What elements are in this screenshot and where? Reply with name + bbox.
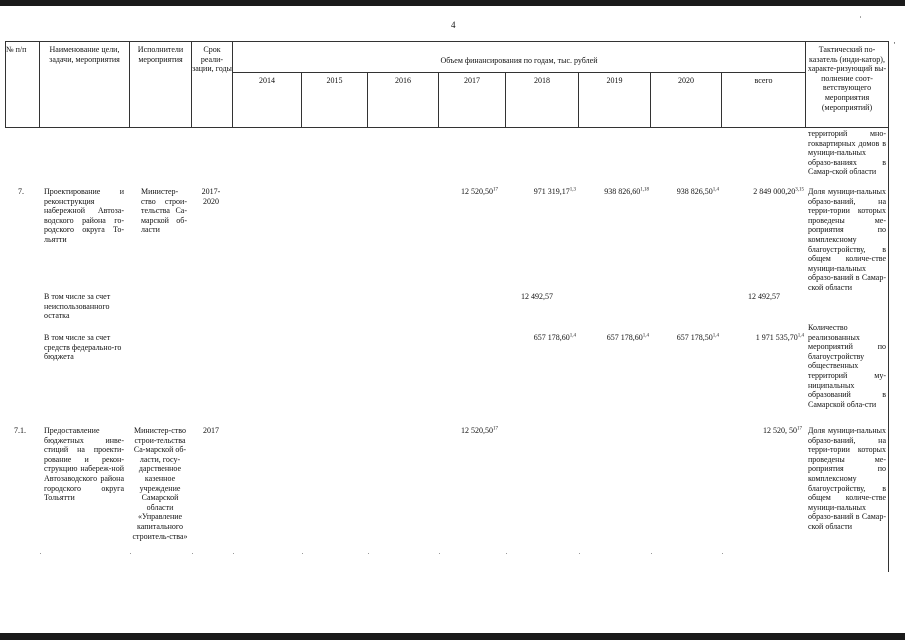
header-name: Наименование цели, задачи, мероприятия (49, 45, 120, 64)
row-term: 2017 (203, 426, 219, 435)
header-financing: Объем финансирования по годам, тыс. рублей (440, 56, 598, 65)
value-2020: 657 178,50$^{1,4}$ (676, 333, 719, 342)
row-executor: Министер-ство строи-тельства Са-марской об-ласти, госу-дарственное казенное учреждение Самарской области «Управление капитального строитель-ства» (132, 426, 188, 541)
bottom-scan-border (0, 633, 905, 640)
top-scan-border (0, 0, 905, 6)
row-name: В том числе за счет средств федерально-го бюджета (44, 333, 122, 362)
value-2018: 971 319,17$^{1,3}$ (533, 187, 576, 196)
row-indicator: Доля муници-пальных образо-ваний, на терри-тории которых проведены ме-роприятия по комплексному благоустройству, в общем количе-стве муници-пальных образо-ваний в Самар-ской области (808, 426, 886, 531)
header-year-2020: 2020 (678, 76, 694, 85)
value-total: 2 849 000,20$^{3,15}$ (753, 187, 804, 196)
scan-dot (579, 553, 580, 554)
row-number: 7. (18, 187, 24, 196)
scan-dot (651, 553, 652, 554)
page-number: 4 (451, 20, 456, 30)
row-executor: Министер-ство строи-тельства Са-марской об-ласти (141, 187, 187, 235)
row-name: В том числе за счет неиспользованного остатка (44, 292, 111, 321)
scan-dot (722, 553, 723, 554)
table-top-line (5, 41, 888, 42)
row-number: 7.1. (14, 426, 26, 435)
value-2017: 12 520,50$^{17}$ (461, 187, 498, 196)
header-year-2014: 2014 (259, 76, 275, 85)
scan-dot (40, 553, 41, 554)
value-2017: 12 520,50$^{17}$ (461, 426, 498, 435)
scan-dot (302, 553, 303, 554)
continuation-indicator: территорий мно-гоквартирных домов в муници-пальных образо-ваниях в Самар-ской области (808, 129, 886, 177)
value-2019: 938 826,60$^{1,18}$ (604, 187, 649, 196)
value-2018: 12 492,57 (521, 292, 553, 301)
years-divider-line (232, 72, 805, 73)
header-number: № п/п (6, 45, 27, 54)
scan-dot (192, 553, 193, 554)
value-2018: 657 178,60$^{1,4}$ (533, 333, 576, 342)
scan-speck: · (893, 38, 896, 48)
header-year-2017: 2017 (464, 76, 480, 85)
row-name: Проектирование и реконструкция набережной Автоза-водского района го-родского округа То-льятти (44, 187, 124, 244)
header-year-2015: 2015 (326, 76, 343, 85)
header-year-2016: 2016 (395, 76, 411, 85)
header-year-2019: 2019 (606, 76, 623, 85)
header-total: всего (754, 76, 773, 85)
row-indicator: Количество реализованных мероприятий по благоустройству общественных территорий му-ниципальных образований в Самарской обла-сти (808, 323, 886, 409)
header-indicator: Тактический по-казатель (инди-катор), характе-ризующий вы-полнение соот-ветствующего мероприятия (мероприятий) (807, 45, 887, 112)
header-term: Срок реали-зации, годы (192, 45, 232, 74)
scan-speck: ˙ (859, 15, 862, 25)
header-executor: Исполнители мероприятия (137, 45, 184, 64)
row-name: Предоставление бюджетных инве-стиций на проекти-рование и рекон-струкцию набереж-ной Автозаводского района городского округа Тольятти (44, 426, 124, 503)
value-total: 12 492,57 (748, 292, 780, 301)
row-indicator: Доля муници-пальных образо-ваний, на терри-тории которых проведены ме-роприятия по комплексному благоустройству, в общем количе-стве муници-пальных образо-ваний в Самар-ской области (808, 187, 886, 292)
value-total: 1 971 535,70$^{1,4}$ (755, 333, 804, 342)
value-total: 12 520, $50^{17}$ (763, 426, 802, 435)
scan-dot (368, 553, 369, 554)
header-year-2018: 2018 (534, 76, 550, 85)
scan-dot (439, 553, 440, 554)
value-2020: 938 826,50$^{1,4}$ (676, 187, 719, 196)
scan-dot (506, 553, 507, 554)
value-2019: 657 178,60$^{1,4}$ (606, 333, 649, 342)
row-term: 2017-2020 (201, 187, 221, 206)
scan-dot (233, 553, 234, 554)
scan-dot-row (0, 553, 905, 555)
table-right-border (888, 41, 889, 572)
header-bottom-line (5, 127, 888, 128)
scan-dot (130, 553, 131, 554)
